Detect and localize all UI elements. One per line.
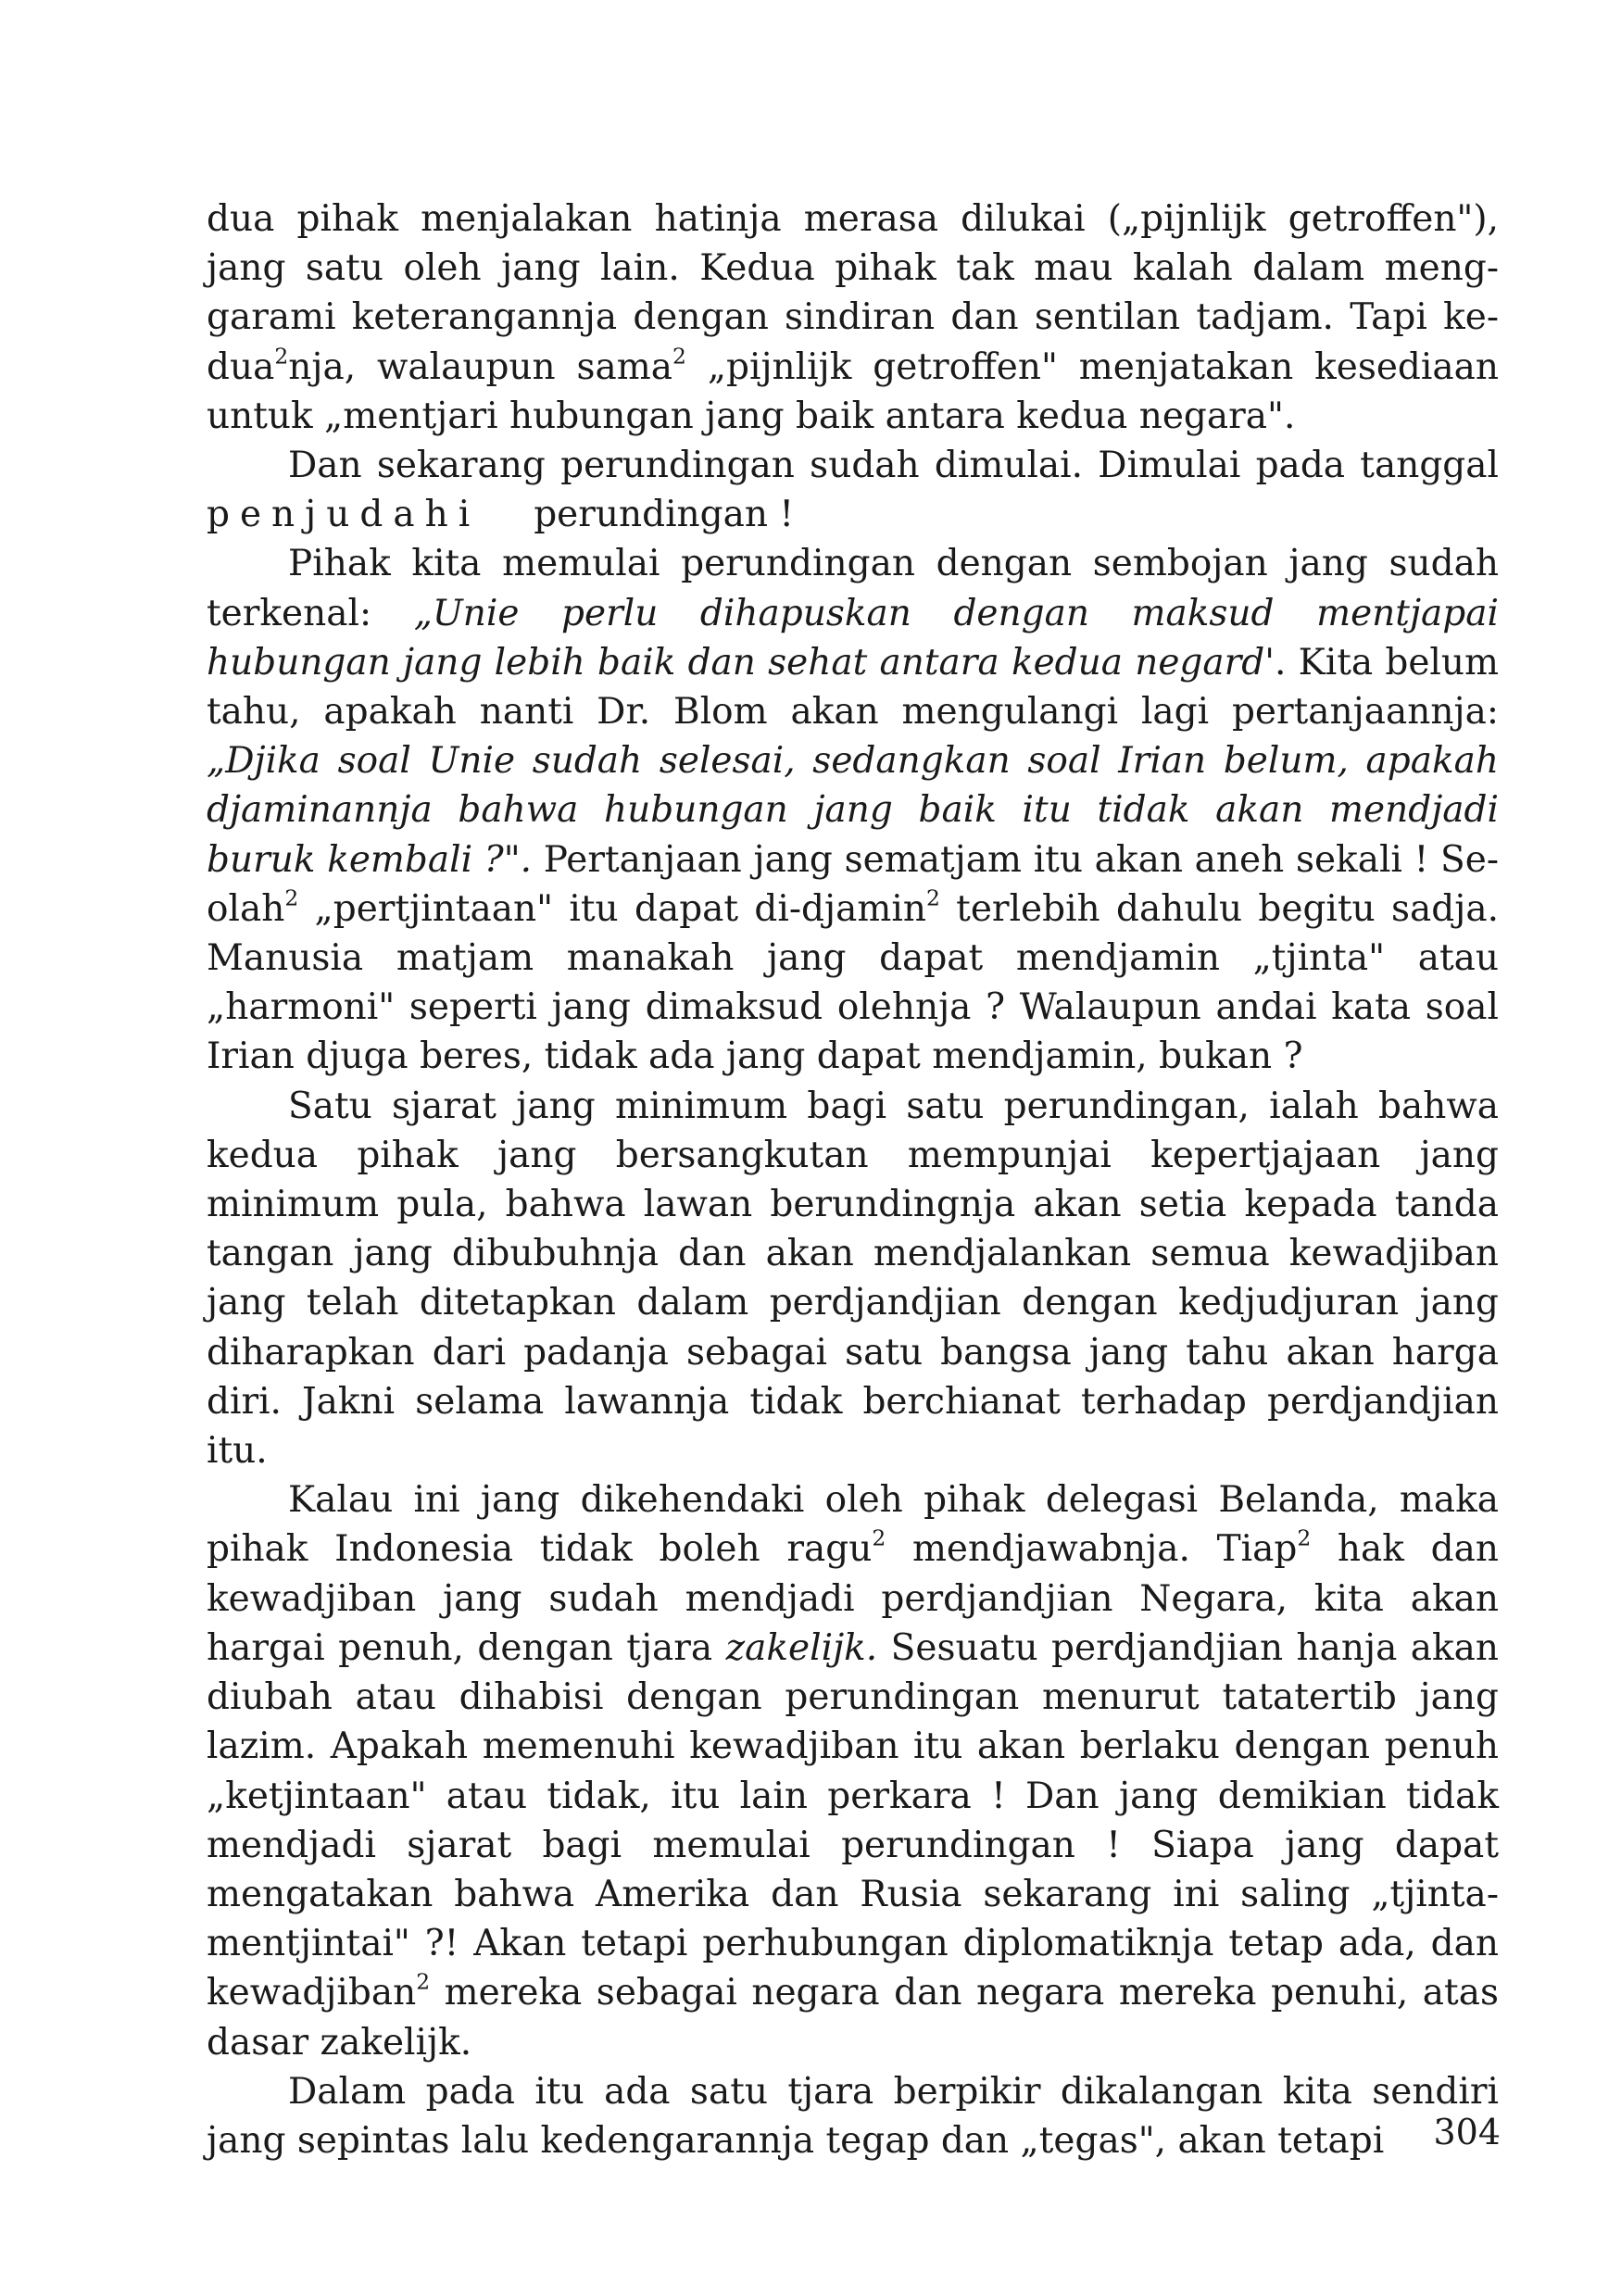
text-segment: nja, walaupun sama <box>288 345 673 388</box>
text-segment: Pihak kita memulai perundingan dengan sembojan jang sudah terkenal: <box>207 543 1499 634</box>
text-segment: Dalam pada itu ada satu tjara berpikir dikalangan kita sendiri jang sepintas lalu kedengarannja tegap dan „tegas", akan tetapi <box>207 2070 1499 2162</box>
superscript-reduplication-mark: 2 <box>672 343 686 370</box>
text-segment: „pijnlijk getroffen" menjatakan kesediaan untuk „mentjari hubungan jang baik antara kedua negara". <box>207 345 1499 437</box>
text-segment: „pertjintaan" itu dapat di-djamin <box>298 887 926 930</box>
paragraph <box>207 2067 1499 2165</box>
page-body <box>207 194 1499 2165</box>
text-segment: terlebih dahulu begitu sadja. Manusia matjam manakah jang dapat mendjamin „tjinta" atau „harmoni" seperti jang dimaksud olehnja ? Walaupun andai kata soal Irian djuga beres, tidak ada jang dapat mendjamin, bukan ? <box>207 887 1499 1078</box>
spaced-text: penjudahi <box>207 494 481 536</box>
text-segment: Satu sjarat jang minimum bagi satu perundingan, ialah bahwa kedua pihak jang bersangkutan mempunjai kepertjajaan jang minimum pula, bahwa lawan berundingnja akan setia kepada tanda tangan jang dibubuhnja dan akan mendjalankan semua kewadjiban jang telah ditetapkan dalam perdjandjian dengan kedjudjuran jang diharapkan dari padanja sebagai satu bangsa jang tahu akan harga diri. Jakni selama lawannja tidak berchianat terhadap perdjandjian itu. <box>207 1085 1499 1473</box>
superscript-reduplication-mark: 2 <box>284 885 299 911</box>
text-segment: hak dan kewadjiban jang sudah mendjadi perdjandjian Negara, kita akan hargai penuh, dengan tjara <box>207 1528 1499 1669</box>
paragraph <box>207 1475 1499 2066</box>
text-segment: perundingan ! <box>534 494 795 536</box>
text-segment: Pertanjaan jang sematjam itu akan aneh sekali ! Se-olah <box>207 838 1499 930</box>
paragraph <box>207 539 1499 1081</box>
superscript-reduplication-mark: 2 <box>1297 1525 1312 1552</box>
text-segment: mereka sebagai negara dan negara mereka penuhi, atas dasar zakelijk. <box>207 1972 1499 2064</box>
page-number: 304 <box>1433 2112 1501 2152</box>
paragraph <box>207 1082 1499 1476</box>
italic-text: zakelijk. <box>725 1626 878 1669</box>
text-segment: '. Kita belum tahu, apakah nanti Dr. Blom akan mengulangi lagi pertanjaannja: <box>207 641 1499 734</box>
superscript-reduplication-mark: 2 <box>274 343 289 370</box>
text-segment: mendjawabnja. Tiap <box>886 1528 1298 1571</box>
paragraph <box>207 194 1499 441</box>
superscript-reduplication-mark: 2 <box>416 1968 431 1995</box>
superscript-reduplication-mark: 2 <box>925 885 940 911</box>
text-segment: Sesuatu perdjandjian hanja akan diubah atau dihabisi dengan perundingan menurut tatatertib jang lazim. Apakah memenuhi kewadjiban itu akan berlaku dengan penuh „ketjintaan" atau tidak, itu lain perkara ! Dan jang demikian tidak mendjadi sjarat bagi memulai perundingan ! Siapa jang dapat mengatakan bahwa Amerika dan Rusia sekarang ini saling „tjintamentjintai" ?! Akan tetapi perhubungan diplomatiknja tetap ada, dan kewadjiban <box>207 1626 1499 2014</box>
text-segment: Dan sekarang perundingan sudah dimulai. Dimulai pada tanggal <box>288 445 1499 487</box>
italic-text: „Unie perlu dihapuskan dengan maksud mentjapai hubungan jang lebih baik dan sehat antara kedua negard <box>207 592 1499 684</box>
italic-text: „Djika soal Unie sudah selesai, sedangkan soal Irian belum, apakah djaminannja bahwa hubungan jang baik itu tidak akan mendjadi buruk kembali ?". <box>207 740 1499 881</box>
superscript-reduplication-mark: 2 <box>872 1525 886 1552</box>
paragraph <box>207 441 1499 539</box>
text-segment: Kalau ini jang dikehendaki oleh pihak delegasi Belanda, maka pihak Indonesia tidak boleh ragu <box>207 1479 1499 1571</box>
text-segment: dua pihak menjalakan hatinja merasa dilukai („pijnlijk getroffen"), jang satu oleh jang lain. Kedua pihak tak mau kalah dalam menggarami keterangannja dengan sindiran dan sentilan tadjam. Tapi ke-dua <box>207 198 1499 388</box>
